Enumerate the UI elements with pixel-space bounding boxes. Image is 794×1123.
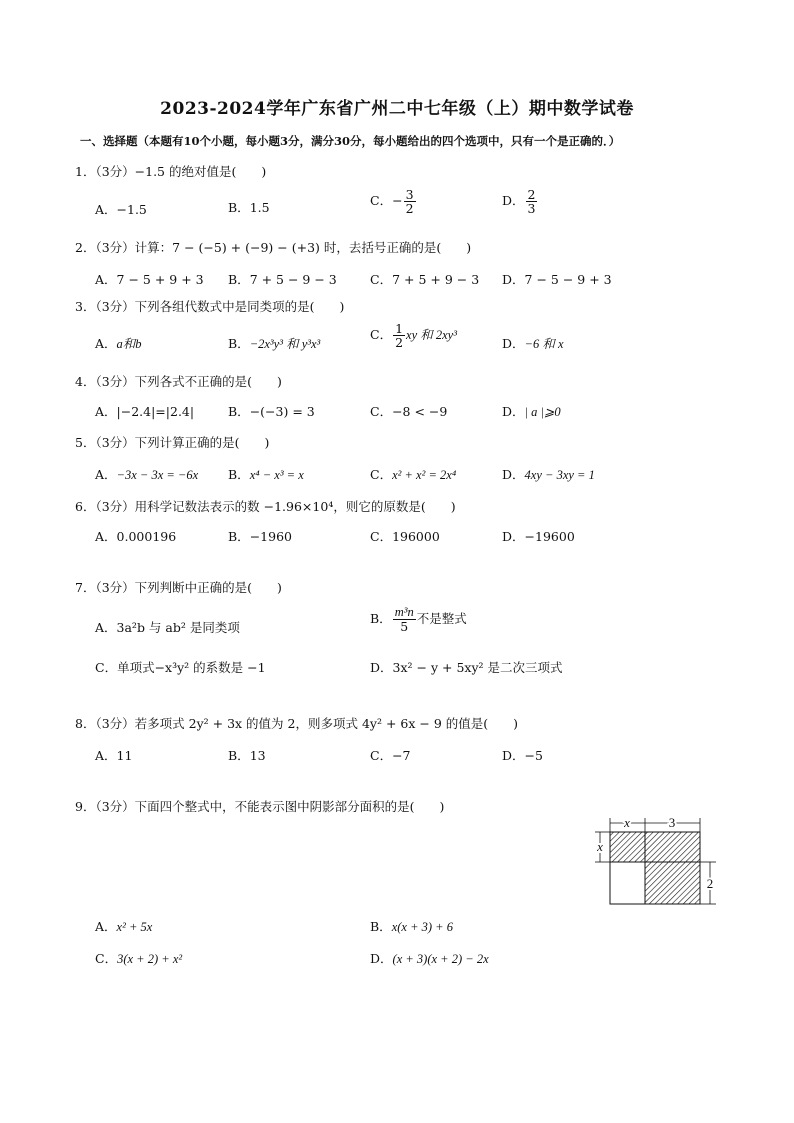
question-6-stem: 6．（3分）用科学记数法表示的数 −1.96×10⁴，则它的原数是( ) [75, 499, 456, 514]
q7-option-b: B． $\frac{\text{m³n}}{5}$ 不是整式 [370, 605, 467, 635]
question-1-stem: 1．（3分）−1.5 的绝对值是( ) [75, 164, 267, 179]
q1-option-d: D． $\frac{2}{3}$ [502, 187, 536, 217]
q1-option-b: B．1.5 [228, 200, 270, 215]
q2-option-d: D．7 − 5 − 9 + 3 [502, 272, 612, 287]
question-7-stem: 7．（3分）下列判断中正确的是( ) [75, 580, 282, 595]
fraction: $\frac{\text{m³n}}{5}$ [394, 605, 414, 635]
question-3-stem: 3．（3分）下列各组代数式中是同类项的是( ) [75, 299, 345, 314]
q4-option-d: D．| a |⩾0 [502, 404, 561, 419]
q7-option-c: C．单项式−x³y² 的系数是 −1 [95, 660, 266, 675]
label-x-top: x [624, 815, 630, 830]
q3-option-c: C． $\frac{1}{2}$ xy 和 2xy³ [370, 321, 457, 351]
q1-option-a: A．−1.5 [95, 202, 147, 217]
q2-option-a: A．7 − 5 + 9 + 3 [95, 272, 204, 287]
q5-option-b: B．x⁴ − x³ = x [228, 467, 304, 482]
q9-option-d: D．(x + 3)(x + 2) − 2x [370, 951, 489, 966]
q3-option-a: A．a和b [95, 336, 142, 351]
q6-option-b: B．−1960 [228, 529, 292, 544]
fraction: $\frac{3}{2}$ [405, 187, 414, 217]
q6-option-d: D．−19600 [502, 529, 575, 544]
fraction: $\frac{1}{2}$ [395, 321, 404, 351]
q7-option-d: D．3x² − y + 5xy² 是二次三项式 [370, 660, 563, 675]
q8-option-c: C．−7 [370, 748, 411, 763]
shaded-rect-top [645, 832, 700, 862]
q3-option-d: D．−6 和 x [502, 336, 564, 351]
q2-option-c: C．7 + 5 + 9 − 3 [370, 272, 480, 287]
q8-option-d: D．−5 [502, 748, 543, 763]
question-2-stem: 2．（3分）计算：7 − (−5) + (−9) − (+3) 时，去括号正确的是( ) [75, 240, 472, 255]
fraction: $\frac{2}{3}$ [527, 187, 536, 217]
q6-option-a: A．0.000196 [95, 529, 177, 544]
label-3: 3 [668, 815, 676, 830]
q7-option-a: A．3a²b 与 ab² 是同类项 [95, 620, 240, 635]
question-9-stem: 9．（3分）下面四个整式中，不能表示图中阴影部分面积的是( ) [75, 799, 445, 814]
section-heading: 一、选择题（本题有10个小题，每小题3分，满分30分，每小题给出的四个选项中，只有一个是正确的．） [80, 134, 621, 148]
q9-option-b: B．x(x + 3) + 6 [370, 919, 453, 934]
shaded-square [610, 832, 645, 862]
blank-rect [610, 862, 645, 904]
q5-option-d: D．4xy − 3xy = 1 [502, 467, 595, 482]
shaded-area-figure [590, 810, 730, 915]
question-8-stem: 8．（3分）若多项式 2y² + 3x 的值为 2，则多项式 4y² + 6x − 9 的值是( ) [75, 716, 519, 731]
q5-option-a: A．−3x − 3x = −6x [95, 467, 199, 482]
page-title: 2023-2024学年广东省广州二中七年级（上）期中数学试卷 [160, 99, 634, 119]
q8-option-b: B．13 [228, 748, 266, 763]
q2-option-b: B．7 + 5 − 9 − 3 [228, 272, 337, 287]
q6-option-c: C．196000 [370, 529, 440, 544]
question-5-stem: 5．（3分）下列计算正确的是( ) [75, 435, 270, 450]
q3-option-b: B．−2x³y³ 和 y³x³ [228, 336, 321, 351]
q4-option-b: B．−(−3) = 3 [228, 404, 315, 419]
label-x-left: x [597, 839, 603, 854]
q9-option-a: A．x² + 5x [95, 919, 153, 934]
q4-option-c: C．−8 < −9 [370, 404, 448, 419]
label-2: 2 [706, 876, 714, 891]
q9-option-c: C．3(x + 2) + x² [95, 951, 183, 966]
question-4-stem: 4．（3分）下列各式不正确的是( ) [75, 374, 282, 389]
q1-option-c: C．− $\frac{3}{2}$ [370, 187, 414, 217]
q8-option-a: A．11 [95, 748, 133, 763]
shaded-rect-bottom [645, 862, 700, 904]
q4-option-a: A．|−2.4|=|2.4| [95, 404, 195, 419]
q5-option-c: C．x² + x² = 2x⁴ [370, 467, 457, 482]
